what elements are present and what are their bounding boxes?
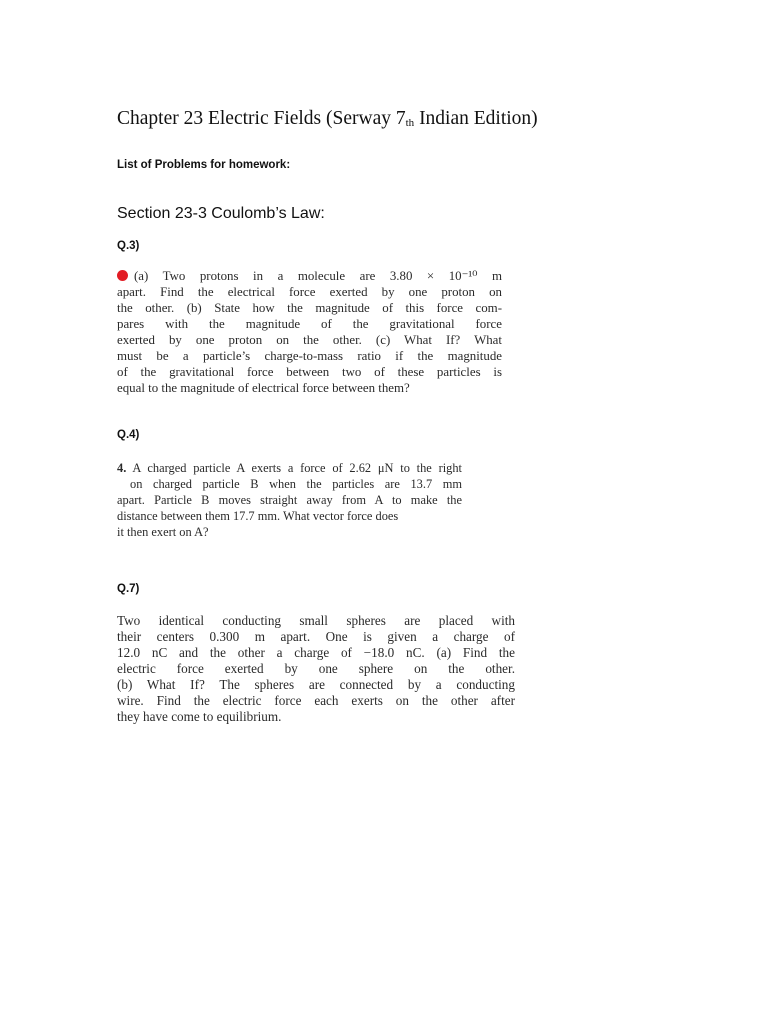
problem-line: 12.0 nC and the other a charge of −18.0 nC. (a) Find the <box>117 645 515 660</box>
problem-line: apart. Particle B moves straight away from A to make the <box>117 493 462 507</box>
problem-line <box>117 460 462 476</box>
title-main: Chapter 23 Electric Fields (Serway 7 <box>117 108 406 129</box>
problem-line: Two identical conducting small spheres are placed with <box>117 613 515 628</box>
problem-line: (b) What If? The spheres are connected by a conducting <box>117 677 515 692</box>
problem-q3 <box>117 268 502 396</box>
problem-line: must be a particle’s charge-to-mass ratio if the magnitude <box>117 349 502 363</box>
title-superscript: th <box>405 117 415 129</box>
title-rest: Indian Edition) <box>414 108 538 129</box>
problem-line: electric force exerted by one sphere on the other. <box>117 661 515 676</box>
problem-line: wire. Find the electric force each exerts on the other after <box>117 693 515 708</box>
problem-q4 <box>117 460 462 540</box>
homework-list-heading: List of Problems for homework: <box>117 159 291 171</box>
problem-line <box>117 268 502 284</box>
problem-line: exerted by one proton on the other. (c) What If? What <box>117 333 502 347</box>
problem-line: distance between them 17.7 mm. What vector force does <box>117 509 399 523</box>
question-label-q7: Q.7) <box>117 583 140 595</box>
problem-line: they have come to equilibrium. <box>117 709 282 724</box>
problem-line: apart. Find the electrical force exerted by one proton on <box>117 285 502 299</box>
problem-number: 4. <box>117 461 127 475</box>
problem-line: the other. (b) State how the magnitude of this force com- <box>117 301 502 315</box>
problem-line: it then exert on A? <box>117 525 209 539</box>
problem-line: their centers 0.300 m apart. One is given a charge of <box>117 629 515 644</box>
problem-line-text: (a) Two protons in a molecule are 3.80 × 10⁻¹⁰ m <box>134 269 502 283</box>
problem-q7 <box>117 613 515 725</box>
problem-line: pares with the magnitude of the gravitational force <box>117 317 502 331</box>
problem-line: equal to the magnitude of electrical force between them? <box>117 381 410 395</box>
problem-line: on charged particle B when the particles are 13.7 mm <box>130 477 462 491</box>
section-heading: Section 23-3 Coulomb’s Law: <box>117 205 325 222</box>
problem-line-text: A charged particle A exerts a force of 2.62 μN to the right <box>132 461 462 475</box>
question-label-q3: Q.3) <box>117 240 140 252</box>
question-label-q4: Q.4) <box>117 429 140 441</box>
problem-line: of the gravitational force between two of these particles is <box>117 365 502 379</box>
red-dot-marker-icon <box>117 270 128 281</box>
page-title <box>117 108 538 130</box>
